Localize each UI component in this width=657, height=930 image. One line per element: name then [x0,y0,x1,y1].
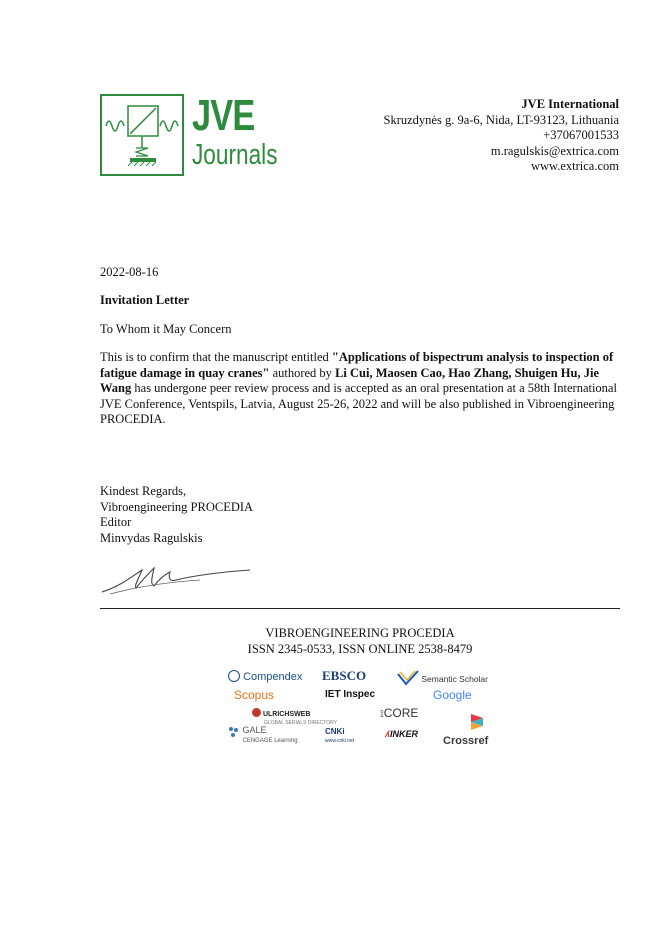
scopus-logo: Scopus [234,688,275,702]
ebsco-logo: EBSCO [322,668,367,683]
sender-address-block [384,97,620,175]
sign-name: Minvydas Ragulskis [100,530,203,545]
manuscript-title: "Applications of bispectrum analysis to inspection of fatigue damage in quay cranes" [100,350,614,380]
letter-date: 2022-08-16 [100,265,159,279]
letter-subject: Invitation Letter [100,293,190,307]
letter-salutation: To Whom it May Concern [100,322,232,336]
iet-inspec-logo: IET Inspec [325,689,376,700]
core-logo: ⟟CORE [380,706,419,720]
sender-phone: +37067001533 [543,128,619,142]
inker-logo: ʎINKER [385,729,419,739]
sender-name: JVE International [521,97,619,111]
footer-journal: VIBROENGINEERING PROCEDIA [265,626,455,640]
manuscript-authors: Li Cui, Maosen Cao, Hao Zhang, Shuigen Hu, Jie Wang [100,365,600,395]
logo-emblem [100,94,184,176]
ulrichs-icon [252,708,261,717]
sender-web: www.extrica.com [530,159,619,173]
footer-divider [100,608,620,609]
vibration-icon [102,96,182,174]
crossref-icon [443,712,491,734]
jve-logo [100,91,280,178]
closing: Kindest Regards, [100,484,187,498]
compendex-icon [228,670,240,682]
sender-email: m.ragulskis@extrica.com [490,143,619,158]
signature-block [100,484,620,546]
footer-issn: ISSN 2345-0533, ISSN ONLINE 2538-8479 [247,641,473,656]
compendex-logo: Compendex [228,670,302,683]
crossref-logo: Crossref [443,712,491,747]
sign-journal: Vibroengineering PROCEDIA [100,499,254,514]
semantic-scholar-icon [397,670,419,686]
handwritten-signature [100,556,260,598]
logo-brand-text: JVE [192,91,255,140]
gale-logo: GALE CENGAGE Learning [228,726,298,746]
core-icon: ⟟ [380,709,384,720]
inker-icon: ʎ [385,729,391,739]
logo-sub-text: Journals [192,139,278,171]
sender-address: Skruzdynės g. 9a-6, Nida, LT-93123, Lithuania [383,112,619,127]
gale-icon [228,726,240,738]
sign-role: Editor [100,515,132,529]
cnki-logo: CNKi www.cnki.net [325,727,355,744]
semantic-scholar-logo: Semantic Scholar [397,670,488,686]
footer-block [100,626,620,657]
google-logo: Google [433,688,472,702]
ulrichsweb-logo: ULRICHSWEB GLOBAL SERIALS DIRECTORY [252,708,337,727]
letter-paragraph: This is to confirm that the manuscript entitled "Applications of bispectrum analysis to inspection of fatigue damage in quay cranes" authored by Li Cui, Maosen Cao, Hao Zhang, Shuigen Hu, Jie Wang has undergone peer review process and is accepted as an oral presentation at a 58th International JVE Conference, Ventspils, Latvia, August 25-26, 2022 and will be also published in Vibroengineering PROCEDIA. [100,350,617,426]
